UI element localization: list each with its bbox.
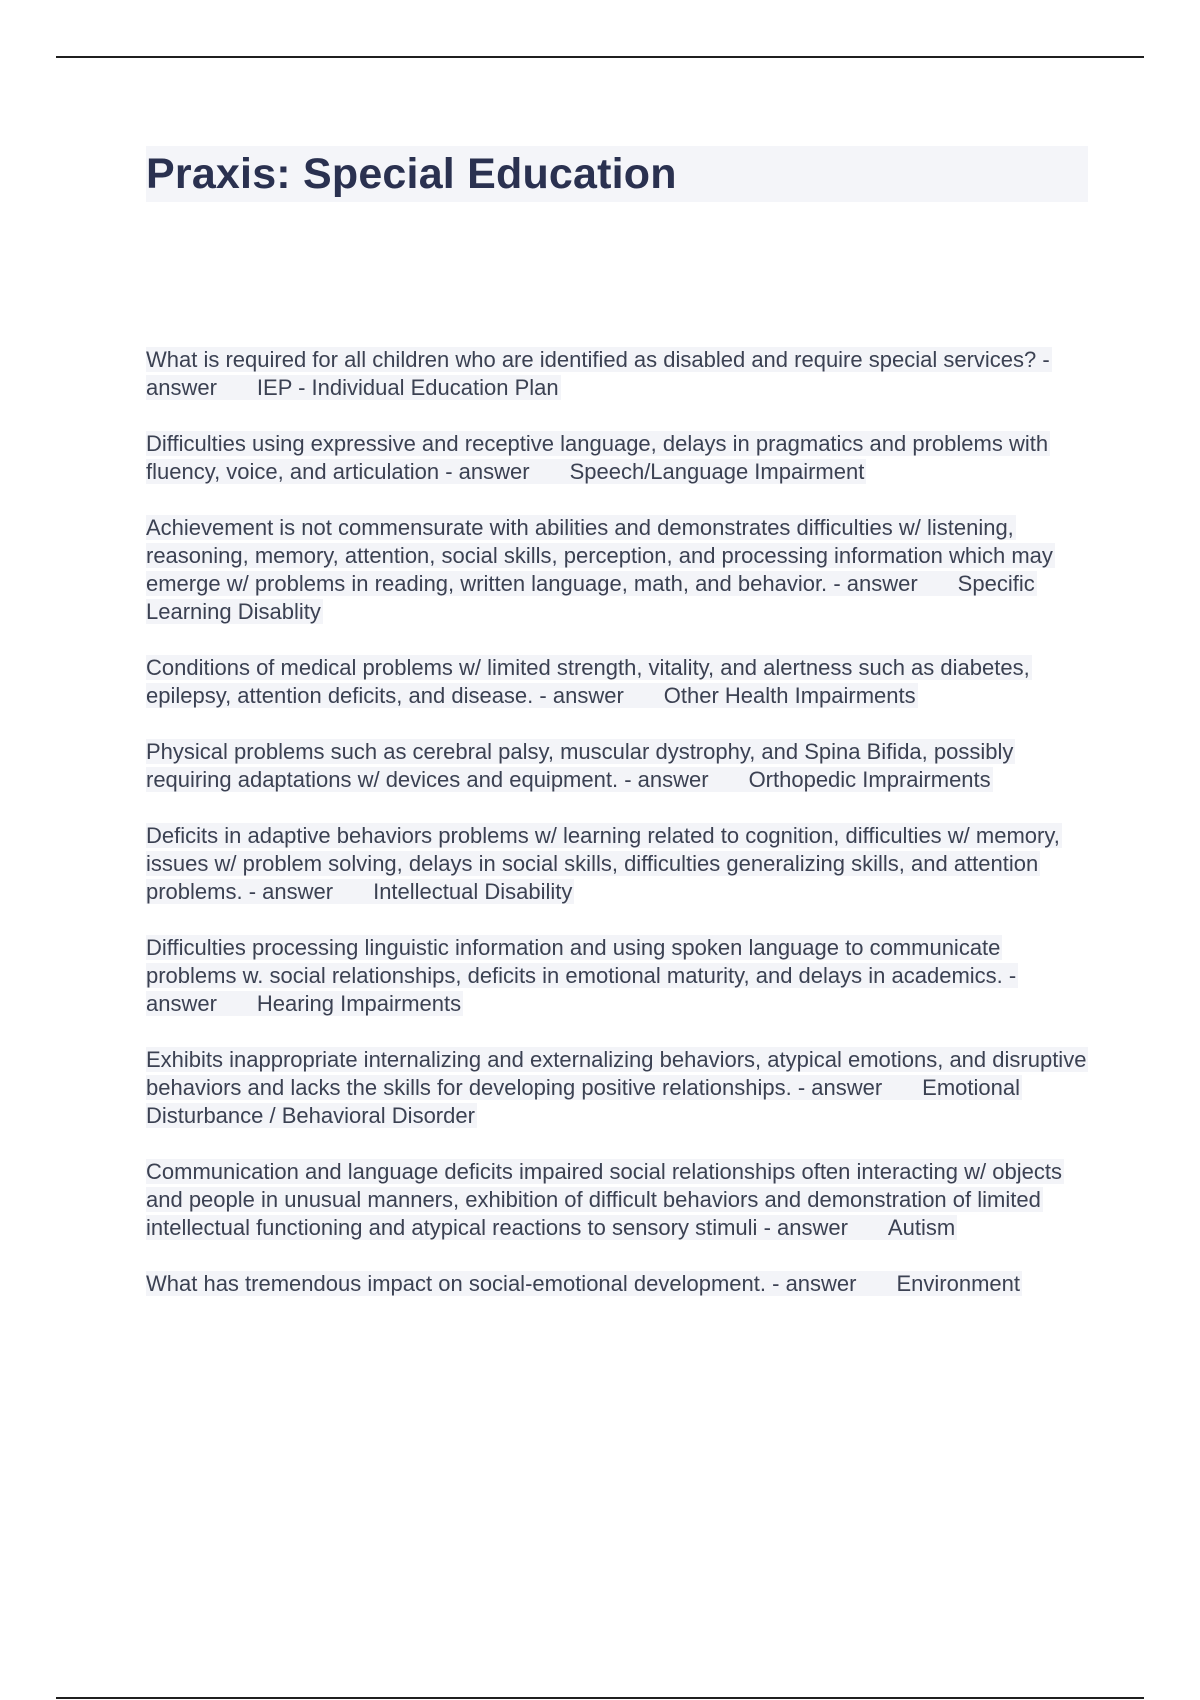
answer-text: Hearing Impairments [256, 991, 462, 1016]
answer-text: Intellectual Disability [373, 879, 573, 904]
qa-item [146, 430, 1088, 486]
answer-label: - answer [763, 1215, 848, 1240]
page-title: Praxis: Special Education [146, 150, 677, 198]
qa-item [146, 934, 1088, 1018]
question-text: Communication and language deficits impaired social relationships often interacting w/ objects and people in unusual manners, exhibition of difficult behaviors and demonstration of limited intellectual functioning and atypical reactions to sensory stimuli [146, 1159, 1062, 1240]
answer-text: Speech/Language Impairment [569, 459, 865, 484]
qa-item [146, 514, 1088, 626]
question-text: Difficulties processing linguistic information and using spoken language to communicate problems w. social relationships, deficits in emotional maturity, and delays in academics. [146, 935, 1003, 988]
answer-label: - answer [146, 347, 1050, 400]
answer-label: - answer [772, 1271, 857, 1296]
question-text: What has tremendous impact on social-emotional development. [146, 1271, 766, 1296]
question-text: Achievement is not commensurate with abilities and demonstrates difficulties w/ listening, reasoning, memory, attention, social skills, perception, and processing information which may emerge w/ problems in reading, written language, math, and behavior. [146, 515, 1053, 596]
answer-text: Autism [887, 1215, 956, 1240]
qa-item [146, 1270, 1088, 1298]
qa-item [146, 738, 1088, 794]
qa-item [146, 1158, 1088, 1242]
document-page [146, 146, 1088, 1326]
answer-label: - answer [833, 571, 918, 596]
answer-text: Orthopedic Imprairments [748, 767, 991, 792]
title-band [146, 146, 1088, 202]
top-rule [56, 56, 1144, 58]
qa-item [146, 1046, 1088, 1130]
answer-text: Specific Learning Disablity [146, 571, 1035, 624]
answer-text: Environment [896, 1271, 1020, 1296]
question-text: Physical problems such as cerebral palsy, muscular dystrophy, and Spina Bifida, possibly requiring adaptations w/ devices and equipment. [146, 739, 1014, 792]
answer-label: - answer [797, 1075, 883, 1100]
qa-item [146, 822, 1088, 906]
bottom-rule [56, 1697, 1144, 1699]
answer-text: IEP - Individual Education Plan [256, 375, 559, 400]
question-text: What is required for all children who are identified as disabled and require special services? [146, 347, 1037, 372]
answer-label: - answer [146, 963, 1017, 1016]
question-text: Exhibits inappropriate internalizing and externalizing behaviors, atypical emotions, and disruptive behaviors and lacks the skills for developing positive relationships. [146, 1047, 1087, 1100]
qa-item [146, 346, 1088, 402]
question-text: Conditions of medical problems w/ limited strength, vitality, and alertness such as diabetes, epilepsy, attention deficits, and disease. [146, 655, 1030, 708]
answer-text: Emotional Disturbance / Behavioral Disorder [146, 1075, 1021, 1128]
answer-label: - answer [248, 879, 334, 904]
answer-text: Other Health Impairments [663, 683, 916, 708]
question-text: Difficulties using expressive and receptive language, delays in pragmatics and problems with fluency, voice, and articulation [146, 431, 1049, 484]
question-text: Deficits in adaptive behaviors problems w/ learning related to cognition, difficulties w/ memory, issues w/ problem solving, delays in social skills, difficulties generalizing skills, and attention problems. [146, 823, 1060, 904]
answer-label: - answer [624, 767, 709, 792]
qa-list [146, 346, 1088, 1298]
answer-label: - answer [445, 459, 530, 484]
answer-label: - answer [539, 683, 624, 708]
qa-item [146, 654, 1088, 710]
